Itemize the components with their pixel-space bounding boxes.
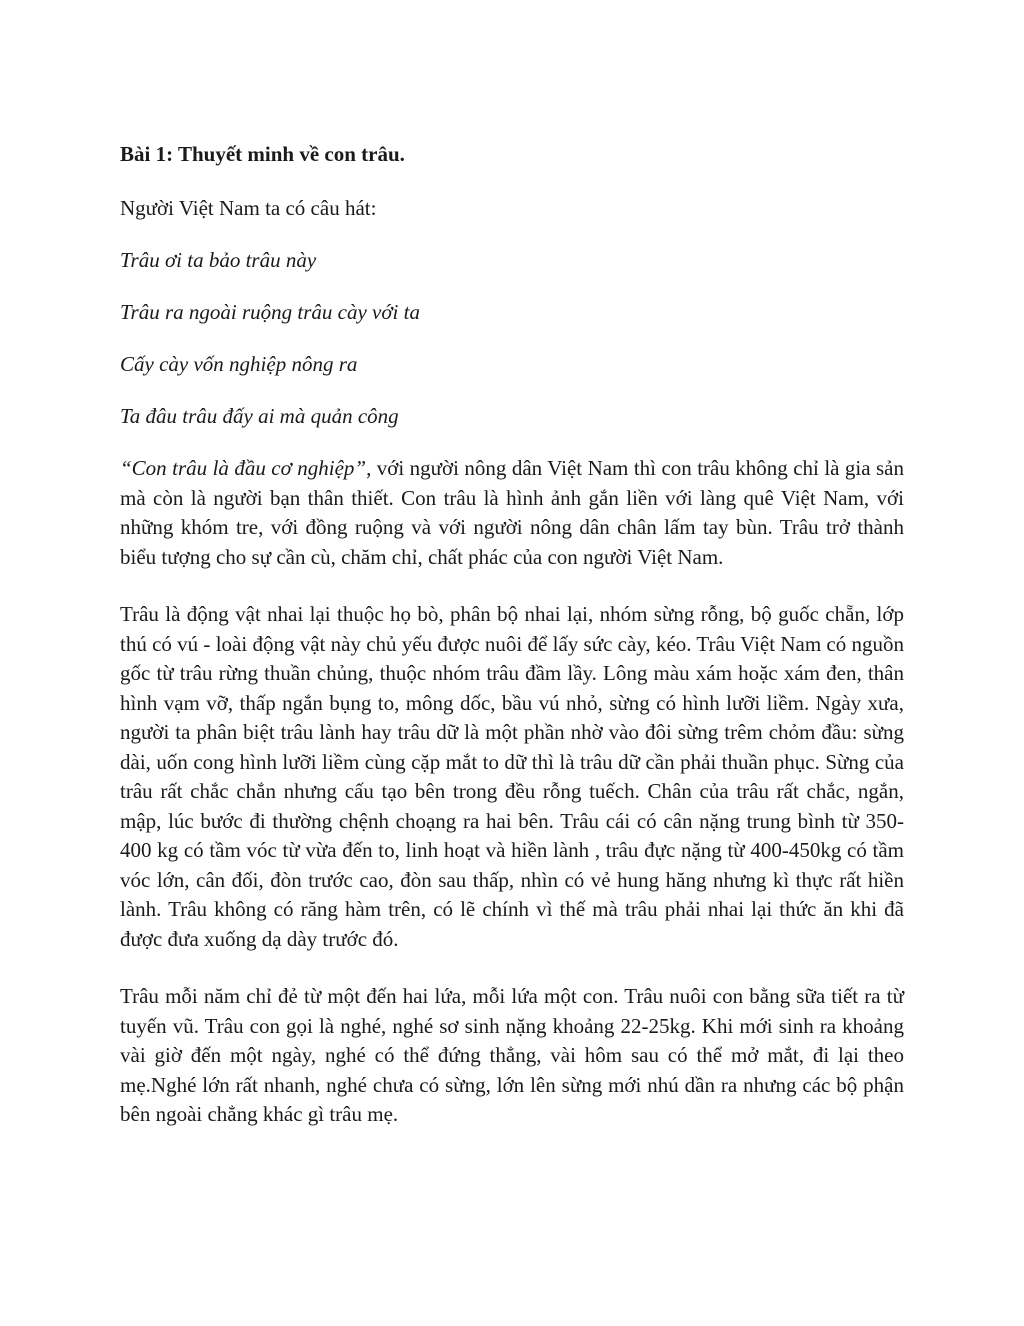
document-page xyxy=(120,140,904,1158)
paragraph-1-text: , với người nông dân Việt Nam thì con trâu không chỉ là gia sản mà còn là người bạn thân thiết. Con trâu là hình ảnh gắn liền với làng quê Việt Nam, với những khóm tre, với đồng ruộng và với người nông dân chân lấm tay bùn. Trâu trở thành biểu tượng cho sự cần cù, chăm chỉ, chất phác của con người Việt Nam. xyxy=(120,456,905,569)
verse-line-4: Ta đâu trâu đấy ai mà quản công xyxy=(120,404,399,428)
intro-line: Người Việt Nam ta có câu hát: xyxy=(120,196,377,220)
paragraph-3: Trâu mỗi năm chỉ đẻ từ một đến hai lứa, mỗi lứa một con. Trâu nuôi con bằng sữa tiết ra từ tuyến vũ. Trâu con gọi là nghé, nghé sơ sinh nặng khoảng 22-25kg. Khi mới sinh ra khoảng vài giờ đến một ngày, nghé có thể đứng thẳng, vài hôm sau có thể mở mắt, đi lại theo mẹ.Nghé lớn rất nhanh, nghé chưa có sừng, lớn lên sừng mới nhú dần ra nhưng các bộ phận bên ngoài chẳng khác gì trâu mẹ. xyxy=(120,984,904,1126)
paragraph-1-quote: “Con trâu là đầu cơ nghiệp” xyxy=(120,456,367,480)
paragraph-1 xyxy=(120,454,904,572)
verse-line-3: Cấy cày vốn nghiệp nông ra xyxy=(120,352,358,376)
verse-line-2: Trâu ra ngoài ruộng trâu cày với ta xyxy=(120,300,420,324)
document-title: Bài 1: Thuyết minh về con trâu. xyxy=(120,142,405,166)
verse-line-1: Trâu ơi ta bảo trâu này xyxy=(120,248,317,272)
paragraph-2: Trâu là động vật nhai lại thuộc họ bò, phân bộ nhai lại, nhóm sừng rỗng, bộ guốc chẵn, lớp thú có vú - loài động vật này chủ yếu được nuôi để lấy sức cày, kéo. Trâu Việt Nam có nguồn gốc từ trâu rừng thuần chủng, thuộc nhóm trâu đầm lầy. Lông màu xám hoặc xám đen, thân hình vạm vỡ, thấp ngắn bụng to, mông dốc, bầu vú nhỏ, sừng có hình lưỡi liềm. Ngày xưa, người ta phân biệt trâu lành hay trâu dữ là một phần nhờ vào đôi sừng trêm chỏm đầu: sừng dài, uốn cong hình lưỡi liềm cùng cặp mắt to dữ thì là trâu dữ cần phải thuần phục. Sừng của trâu rất chắc chắn nhưng cấu tạo bên trong đều rỗng tuếch. Chân của trâu rất chắc, ngắn, mập, lúc bước đi thường chệnh choạng ra hai bên. Trâu cái có cân nặng trung bình từ 350-400 kg có tầm vóc từ vừa đến to, linh hoạt và hiền lành , trâu đực nặng từ 400-450kg có tầm vóc lớn, cân đối, đòn trước cao, đòn sau thấp, nhìn có vẻ hung hăng nhưng kì thực rất hiền lành. Trâu không có răng hàm trên, có lẽ chính vì thế mà trâu phải nhai lại thức ăn khi đã được đưa xuống dạ dày trước đó. xyxy=(120,602,904,951)
